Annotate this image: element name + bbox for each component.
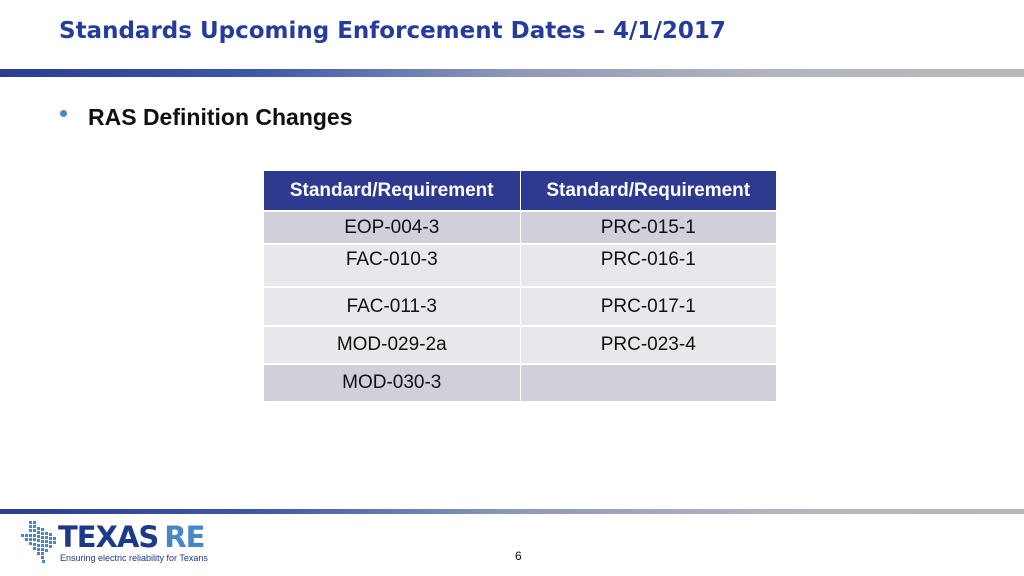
column-header: Standard/Requirement <box>520 171 776 211</box>
logo-word-secondary: RE <box>164 520 205 554</box>
table-cell: FAC-011-3 <box>264 287 520 326</box>
table-row <box>264 287 776 326</box>
bullet-dot-icon <box>60 110 67 117</box>
title-divider <box>0 69 1024 77</box>
bullet-item <box>60 104 353 131</box>
page-number: 6 <box>515 549 522 563</box>
table-cell: MOD-029-2a <box>264 326 520 364</box>
table-row <box>264 326 776 364</box>
table-cell: MOD-030-3 <box>264 364 520 402</box>
table-cell: PRC-016-1 <box>520 244 776 287</box>
table-row <box>264 244 776 287</box>
table-cell: PRC-023-4 <box>520 326 776 364</box>
texas-re-logo <box>20 519 210 565</box>
table-cell: PRC-015-1 <box>520 211 776 244</box>
bullet-text: RAS Definition Changes <box>88 104 353 130</box>
logo-wordmark <box>58 521 204 553</box>
logo-tagline: Ensuring electric reliability for Texans <box>60 553 208 563</box>
table-header-row <box>264 171 776 211</box>
table-cell: PRC-017-1 <box>520 287 776 326</box>
column-header: Standard/Requirement <box>264 171 520 211</box>
logo-word-primary: TEXAS <box>58 520 159 554</box>
footer-divider <box>0 509 1024 514</box>
slide-title: Standards Upcoming Enforcement Dates – 4/1/2017 <box>59 18 726 44</box>
table-cell <box>520 364 776 402</box>
standards-table <box>264 171 776 403</box>
table-row <box>264 364 776 402</box>
table-row <box>264 211 776 244</box>
table-cell: FAC-010-3 <box>264 244 520 287</box>
table-cell: EOP-004-3 <box>264 211 520 244</box>
